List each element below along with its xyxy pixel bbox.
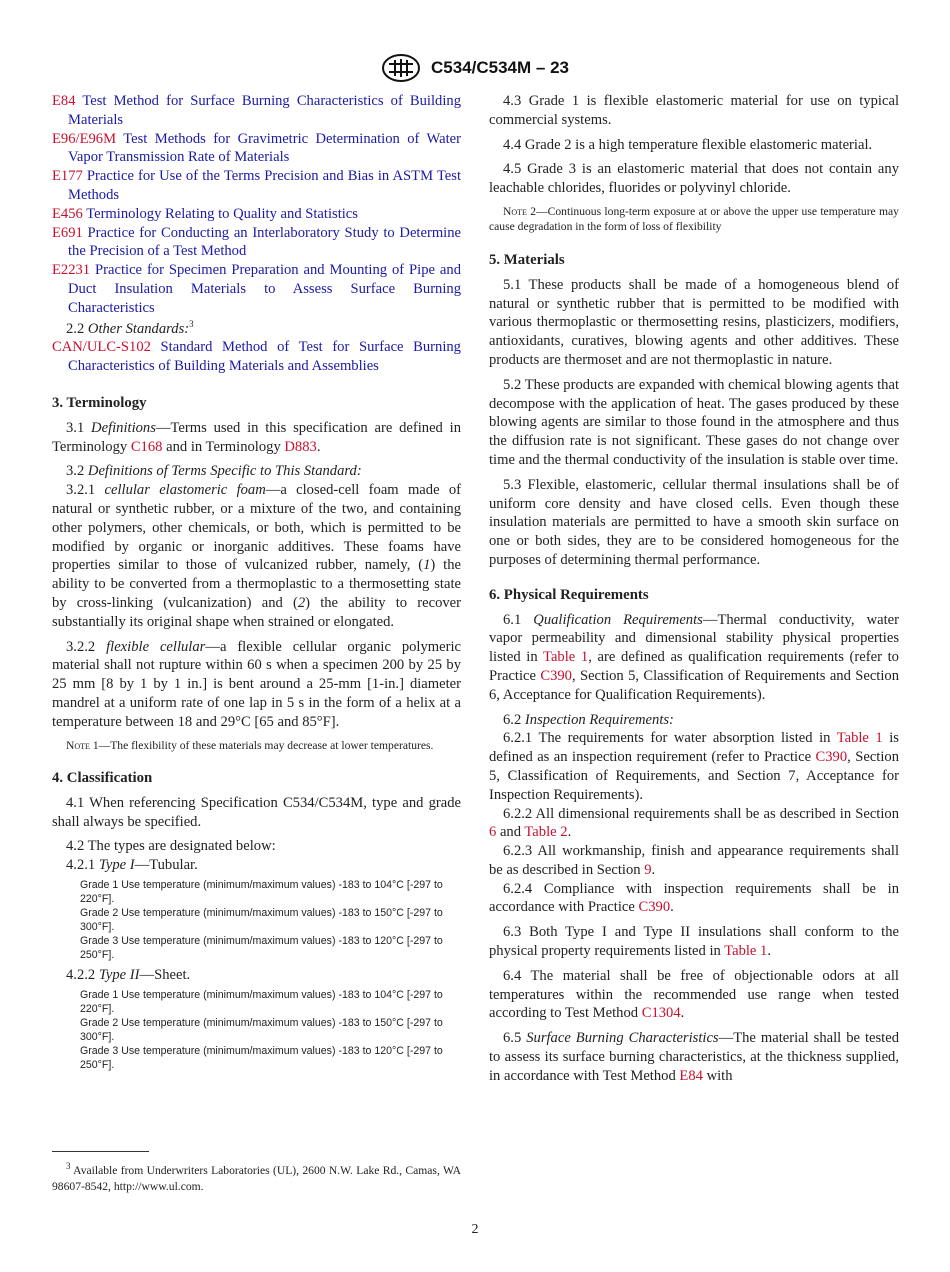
paragraph-4-2: 4.2 The types are designated below:	[66, 838, 276, 855]
reference-title-link[interactable]: Terminology Relating to Quality and Statistics	[86, 205, 358, 222]
c390-link[interactable]: C390	[815, 749, 848, 766]
paragraph-6-2-2: 6.2.2 All dimensional requirements shall be as described in Section 6 and Table 2.	[489, 805, 899, 841]
astm-logo-icon	[381, 54, 421, 82]
list-item: Grade 1 Use temperature (minimum/maximum values) -183 to 104°C [-297 to 220°F].	[80, 989, 443, 1016]
reference-item	[52, 205, 461, 224]
paragraph-4-2-2: 4.2.2 Type II—Sheet.	[66, 967, 191, 984]
reference-item	[52, 167, 461, 205]
page-header	[0, 54, 950, 82]
reference-item	[52, 130, 461, 168]
paragraph-5-2: 5.2 These products are expanded with chemical blowing agents that decompose with the application of heat. The gases produced by these blowing agents are similar to those found in the atmosphere and thus the diffusion rate is not significant. These gases do not change over time and the thermal conductivity of the insulation is stable over time.	[489, 376, 899, 468]
table-2-link[interactable]: Table 2	[524, 824, 568, 841]
right-column	[489, 92, 899, 1092]
note-2: Note 2—Continuous long-term exposure at or above the upper use temperature may cause degradation in the form of loss of flexibility	[489, 204, 899, 234]
paragraph-3-2-1: 3.2.1 cellular elastomeric foam—a closed-cell foam made of natural or synthetic rubber, or a mixture of the two, and containing other polymers, other chemicals, or both, which is permitted to be modified by organic or inorganic additives. These foams have properties similar to those of vulcanized rubber, namely, (1) the ability to be converted from a thermoplastic to a thermosetting state by cross-linking (vulcanization) and (2) the ability to recover substantially its original shape when strained or elongated.	[52, 482, 462, 630]
paragraph-6-2-1: 6.2.1 The requirements for water absorption listed in Table 1 is defined as an inspection requirement (refer to Practice C390, Section 5, Classification of Requirements, and Section 7, Acceptance for Inspection Requirements).	[489, 730, 899, 803]
paragraph-4-2-1: 4.2.1 Type I—Tubular.	[66, 857, 198, 874]
reference-item	[52, 92, 461, 130]
document-designation: C534/C534M – 23	[431, 58, 569, 77]
paragraph-6-3: 6.3 Both Type I and Type II insulations shall conform to the physical property requirements listed in Table 1.	[489, 924, 899, 960]
paragraph-6-2: 6.2 Inspection Requirements:	[503, 711, 674, 728]
reference-code-link[interactable]: E177	[52, 168, 83, 185]
c1304-link[interactable]: C1304	[641, 1005, 681, 1022]
table-1-link[interactable]: Table 1	[724, 943, 768, 960]
table-1-link[interactable]: Table 1	[543, 649, 589, 666]
paragraph-6-4: 6.4 The material shall be free of objectionable odors at all temperatures within the recommended use range when tested according to Test Method C1304.	[489, 967, 899, 1022]
type1-grade-list	[80, 879, 461, 962]
paragraph-6-5: 6.5 Surface Burning Characteristics—The material shall be tested to assess its surface burning characteristics, at the thickness supplied, in accordance with Test Method E84 with	[489, 1030, 899, 1084]
section-heading: 3. Terminology	[52, 394, 147, 411]
reference-code-link[interactable]: E691	[52, 224, 83, 241]
section-heading: 5. Materials	[489, 251, 565, 268]
footnote-divider	[52, 1151, 149, 1152]
reference-title-link[interactable]: Standard Method of Test for Surface Burning Characteristics of Building Materials and Assemblies	[68, 339, 461, 375]
paragraph-4-4: 4.4 Grade 2 is a high temperature flexible elastomeric material.	[503, 136, 873, 153]
section-9-link[interactable]: 9	[644, 861, 652, 878]
paragraph-4-3: 4.3 Grade 1 is flexible elastomeric material for use on typical commercial systems.	[489, 93, 899, 128]
paragraph-3-2-2: 3.2.2 flexible cellular—a flexible cellular organic polymeric material shall not rupture within 60 s when a specimen 200 by 25 by 25 mm [8 by 1 by 1 in.] is bent around a 25-mm [1-in.] diameter mandrel at a uniform rate of one lap in 5 s in the form of a helix at a temperature between 18 and 29°C [65 and 85°F].	[52, 638, 461, 730]
reference-title-link[interactable]: Test Methods for Gravimetric Determination of Water Vapor Transmission Rate of Materials	[68, 130, 461, 166]
reference-item	[52, 338, 461, 376]
reference-code-link[interactable]: E2231	[52, 262, 91, 279]
paragraph-3-2: 3.2 Definitions of Terms Specific to This Standard:	[66, 463, 362, 480]
section-heading: 6. Physical Requirements	[489, 586, 649, 603]
reference-code-link[interactable]: CAN/ULC-S102	[52, 339, 151, 356]
reference-code-link[interactable]: E456	[52, 205, 83, 222]
reference-title-link[interactable]: Test Method for Surface Burning Characteristics of Building Materials	[68, 93, 461, 128]
paragraph-6-2-4: 6.2.4 Compliance with inspection requirements shall be in accordance with Practice C390.	[489, 880, 899, 916]
list-item: Grade 1 Use temperature (minimum/maximum values) -183 to 104°C [-297 to 220°F].	[80, 878, 443, 905]
paragraph-6-2-3: 6.2.3 All workmanship, finish and appearance requirements shall be as described in Section 9.	[489, 843, 899, 878]
reference-code-link[interactable]: E96/E96M	[52, 130, 117, 147]
d883-link[interactable]: D883	[284, 438, 317, 455]
reference-title-link[interactable]: Practice for Conducting an Interlaboratory Study to Determine the Precision of a Test Method	[68, 224, 462, 260]
list-item: Grade 2 Use temperature (minimum/maximum values) -183 to 150°C [-297 to 300°F].	[80, 1017, 443, 1043]
page-number: 2	[471, 1222, 479, 1237]
type2-grade-list	[80, 989, 461, 1072]
c390-link[interactable]: C390	[540, 667, 572, 684]
footnote: $^3$ Available from Underwriters Laboratories (UL), 2600 N.W. Lake Rd., Camas, WA 98607-8542, http://www.ul.com.	[52, 1161, 461, 1193]
c390-link[interactable]: C390	[638, 899, 671, 916]
paragraph-5-1: 5.1 These products shall be made of a homogeneous blend of natural or synthetic rubber that is permitted to be modified with various thermoplastic or thermosetting resins, plasticizers, modifiers, antioxidants, curatives, blowing agents and other additives. These products are thermoset and are not thermoplastic in nature.	[489, 276, 899, 368]
paragraph-4-1: 4.1 When referencing Specification C534/C534M, type and grade shall always be specified.	[52, 794, 461, 830]
list-item: Grade 3 Use temperature (minimum/maximum values) -183 to 120°C [-297 to 250°F].	[80, 934, 443, 961]
list-item: Grade 2 Use temperature (minimum/maximum values) -183 to 150°C [-297 to 300°F].	[80, 906, 443, 933]
paragraph-5-3: 5.3 Flexible, elastomeric, cellular thermal insulations shall be of uniform core density and have closed cells. Even though these insulation materials are permitted to have a smooth skin surface on one or both sides, they are to be considered homogeneous for the purposes of determining thermal performance.	[489, 476, 899, 568]
reference-code-link[interactable]: E84	[52, 93, 76, 109]
e84-link[interactable]: E84	[679, 1067, 703, 1084]
table-1-link[interactable]: Table 1	[836, 730, 883, 747]
reference-item	[52, 261, 461, 317]
paragraph-4-5: 4.5 Grade 3 is an elastomeric material that does not contain any leachable chlorides, fluorides or polyvinyl chloride.	[489, 161, 899, 197]
list-item: Grade 3 Use temperature (minimum/maximum values) -183 to 120°C [-297 to 250°F].	[80, 1044, 443, 1071]
paragraph-6-1: 6.1 Qualification Requirements—Thermal conductivity, water vapor permeability and dimensional stability physical properties listed in Table 1, are defined as qualification requirements (refer to Practice C390, Section 5, Classification of Requirements and Section 6, Acceptance for Qualification Requirements).	[489, 611, 899, 703]
left-column	[52, 92, 461, 1077]
reference-list	[52, 92, 461, 318]
paragraph-3-1: 3.1 Definitions—Terms used in this specification are defined in Terminology C168 and in Terminology D883.	[52, 419, 461, 455]
reference-item	[52, 224, 461, 262]
other-standards-heading: 2.2 Other Standards:$^3$	[66, 318, 194, 337]
c168-link[interactable]: C168	[130, 438, 163, 455]
section-heading: 4. Classification	[52, 770, 153, 786]
reference-title-link[interactable]: Practice for Use of the Terms Precision and Bias in ASTM Test Methods	[68, 168, 461, 203]
section-6-link[interactable]: 6	[489, 824, 497, 841]
reference-title-link[interactable]: Practice for Specimen Preparation and Mounting of Pipe and Duct Insulation Materials to Assess Surface Burning Characteristics	[68, 262, 461, 316]
note-1: Note 1—The flexibility of these materials may decrease at lower temperatures.	[66, 738, 434, 752]
